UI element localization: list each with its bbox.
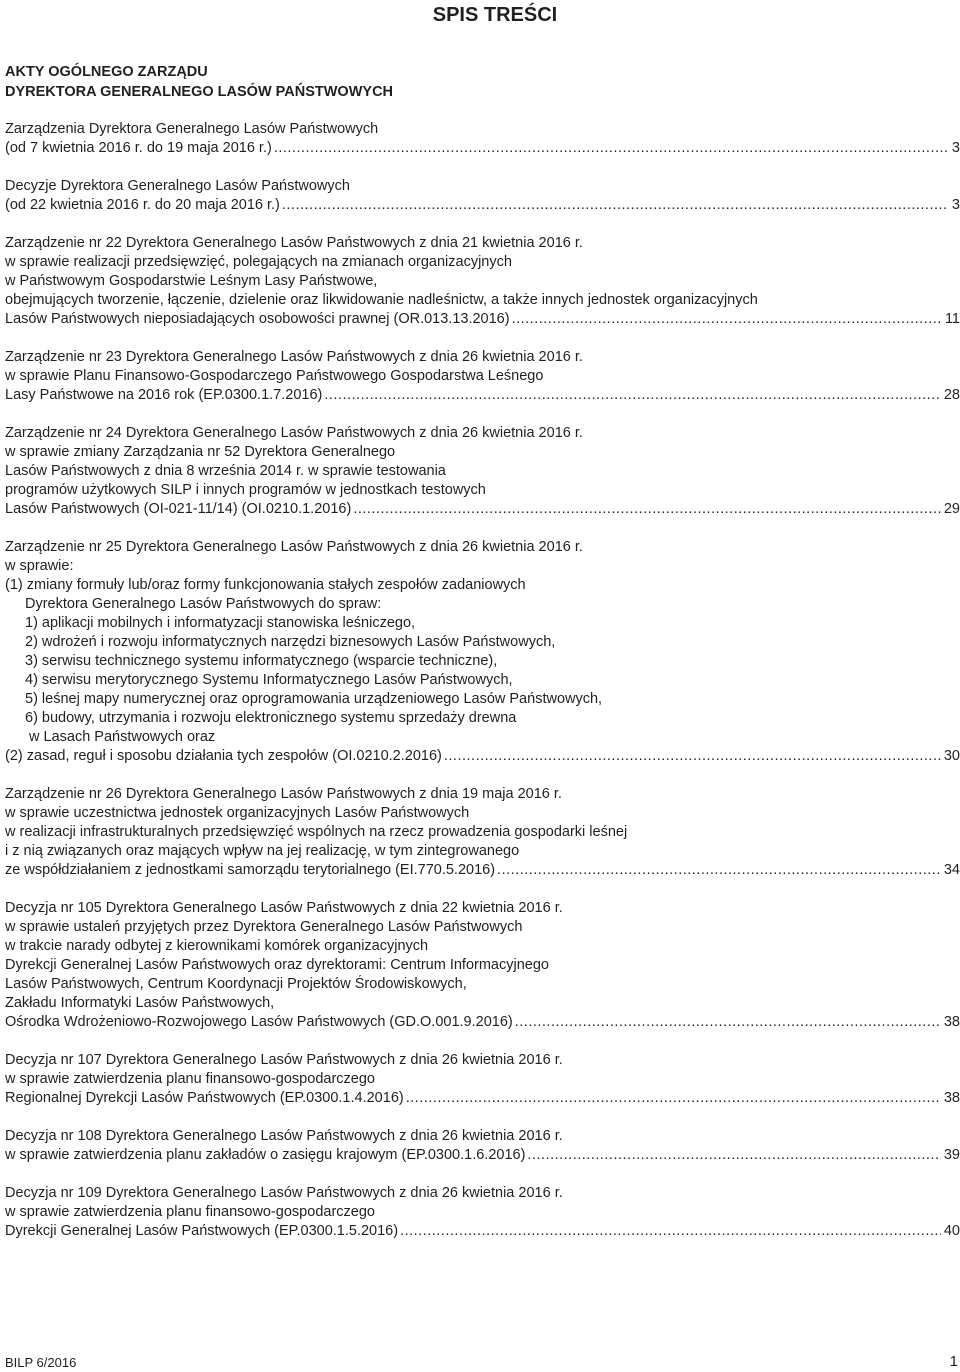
toc-entry-line: Zarządzenie nr 23 Dyrektora Generalnego Lasów Państwowych z dnia 26 kwietnia 2016 r.: [5, 349, 583, 365]
dot-leader: [495, 861, 941, 880]
toc-entry-line: Decyzja nr 109 Dyrektora Generalnego Lasów Państwowych z dnia 26 kwietnia 2016 r.: [5, 1185, 563, 1201]
toc-entry-line: 2) wdrożeń i rozwoju informatycznych narzędzi biznesowych Lasów Państwowych,: [25, 634, 556, 650]
toc-entry[interactable]: [5, 348, 960, 405]
toc-entry[interactable]: [5, 1184, 960, 1241]
toc-entry[interactable]: [5, 1127, 960, 1165]
toc-entry-line: ze współdziałaniem z jednostkami samorządu terytorialnego (EI.770.5.2016): [5, 862, 496, 878]
toc-entry-line: w sprawie zmiany Zarządzania nr 52 Dyrektora Generalnego: [5, 444, 396, 460]
toc-entry[interactable]: [5, 538, 960, 766]
toc-entry-line: obejmujących tworzenie, łączenie, dzielenie oraz likwidowanie nadleśnictw, a także innych jednostek organizacyjnych: [5, 292, 758, 308]
section-heading-line-2: DYREKTORA GENERALNEGO LASÓW PAŃSTWOWYCH: [5, 84, 394, 100]
toc-page-number[interactable]: 38: [943, 1090, 960, 1106]
toc-entry-line: w sprawie zatwierdzenia planu finansowo-gospodarczego: [5, 1071, 375, 1087]
toc-entry-last-line: [5, 386, 960, 405]
toc-entry-last-line: [5, 500, 960, 519]
toc-entry-line: Zarządzenie nr 25 Dyrektora Generalnego Lasów Państwowych z dnia 26 kwietnia 2016 r.: [5, 539, 583, 555]
toc-page-number[interactable]: 28: [943, 387, 960, 403]
toc-entry-line: Decyzja nr 107 Dyrektora Generalnego Lasów Państwowych z dnia 26 kwietnia 2016 r.: [5, 1052, 563, 1068]
dot-leader: [322, 386, 941, 405]
toc-entry-line: w trakcie narady odbytej z kierownikami komórek organizacyjnych: [5, 938, 429, 954]
table-of-contents: [5, 62, 960, 1260]
toc-entry-line: (1) zmiany formuły lub/oraz formy funkcjonowania stałych zespołów zadaniowych: [5, 577, 526, 593]
toc-entry[interactable]: [5, 177, 960, 215]
toc-entry-line: (2) zasad, reguł i sposobu działania tych zespołów (OI.0210.2.2016): [5, 748, 442, 764]
dot-leader: [525, 1146, 940, 1165]
toc-entry-line: w sprawie uczestnictwa jednostek organizacyjnych Lasów Państwowych: [5, 805, 470, 821]
dot-leader: [442, 747, 941, 766]
toc-entry-line: Lasów Państwowych nieposiadających osobowości prawnej (OR.013.13.2016): [5, 311, 510, 327]
toc-entry-line: Zakładu Informatyki Lasów Państwowych,: [5, 995, 275, 1011]
toc-entry[interactable]: [5, 785, 960, 880]
dot-leader: [513, 1013, 941, 1032]
toc-entry-line: w sprawie realizacji przedsięwzięć, polegających na zmianach organizacyjnych: [5, 254, 512, 270]
toc-entry-line: Lasów Państwowych (OI-021-11/14) (OI.0210.1.2016): [5, 501, 352, 517]
toc-entry[interactable]: [5, 424, 960, 519]
toc-entry-line: Dyrekcji Generalnej Lasów Państwowych (EP.0300.1.5.2016): [5, 1223, 399, 1239]
dot-leader: [510, 310, 942, 329]
toc-entry-line: programów użytkowych SILP i innych programów w jednostkach testowych: [5, 482, 486, 498]
toc-entry-line: Zarządzenie nr 26 Dyrektora Generalnego Lasów Państwowych z dnia 19 maja 2016 r.: [5, 786, 562, 802]
toc-entry-line: Zarządzenia Dyrektora Generalnego Lasów Państwowych: [5, 121, 379, 137]
toc-entry-line: Decyzje Dyrektora Generalnego Lasów Państwowych: [5, 178, 350, 194]
toc-entry-last-line: [5, 1089, 960, 1108]
toc-entry-line: Dyrekcji Generalnej Lasów Państwowych oraz dyrektorami: Centrum Informacyjnego: [5, 957, 549, 973]
toc-entry-line: Zarządzenie nr 24 Dyrektora Generalnego Lasów Państwowych z dnia 26 kwietnia 2016 r.: [5, 425, 583, 441]
toc-entry-line: 5) leśnej mapy numerycznej oraz oprogramowania urządzeniowego Lasów Państwowych,: [25, 691, 603, 707]
toc-page-number[interactable]: 11: [944, 311, 960, 327]
toc-entry-line: (od 22 kwietnia 2016 r. do 20 maja 2016 r.): [5, 197, 280, 213]
toc-entry-line: w sprawie:: [5, 558, 74, 574]
toc-entry-last-line: [5, 310, 960, 329]
toc-entry-line: Lasów Państwowych z dnia 8 września 2014 r. w sprawie testowania: [5, 463, 446, 479]
toc-entry-line: i z nią związanych oraz mających wpływ na jej realizację, w tym zintegrowanego: [5, 843, 520, 859]
toc-page-number[interactable]: 30: [943, 748, 960, 764]
toc-entry-last-line: [5, 1013, 960, 1032]
toc-entry[interactable]: [5, 120, 960, 158]
toc-entry-line: Decyzja nr 108 Dyrektora Generalnego Lasów Państwowych z dnia 26 kwietnia 2016 r.: [5, 1128, 563, 1144]
toc-page-number[interactable]: 34: [943, 862, 960, 878]
toc-entry-line: w sprawie zatwierdzenia planu finansowo-gospodarczego: [5, 1204, 375, 1220]
toc-entry[interactable]: [5, 1051, 960, 1108]
toc-entry-line: w Państwowym Gospodarstwie Leśnym Lasy Państwowe,: [5, 273, 378, 289]
toc-entry-line: (od 7 kwietnia 2016 r. do 19 maja 2016 r.): [5, 140, 272, 156]
toc-entry-line: Lasy Państwowe na 2016 rok (EP.0300.1.7.2016): [5, 387, 323, 403]
toc-entry-last-line: [5, 747, 960, 766]
toc-entry-line: 6) budowy, utrzymania i rozwoju elektronicznego systemu sprzedaży drewna: [25, 710, 517, 726]
toc-page-number[interactable]: 39: [943, 1147, 960, 1163]
dot-leader: [404, 1089, 941, 1108]
toc-page-number[interactable]: 40: [943, 1223, 960, 1239]
dot-leader: [351, 500, 941, 519]
toc-entry-last-line: [5, 1146, 960, 1165]
dot-leader: [272, 139, 949, 158]
toc-entry-last-line: [5, 139, 960, 158]
toc-entry[interactable]: [5, 234, 960, 329]
toc-entry-line: Dyrektora Generalnego Lasów Państwowych do spraw:: [25, 596, 382, 612]
footer-publication: BILP 6/2016: [5, 1355, 77, 1370]
toc-entry-line: w Lasach Państwowych oraz: [29, 729, 216, 745]
section-heading: [5, 62, 960, 102]
toc-entry-line: w sprawie zatwierdzenia planu zakładów o zasięgu krajowym (EP.0300.1.6.2016): [5, 1147, 526, 1163]
toc-entry[interactable]: [5, 899, 960, 1032]
toc-entry-line: Decyzja nr 105 Dyrektora Generalnego Lasów Państwowych z dnia 22 kwietnia 2016 r.: [5, 900, 563, 916]
toc-page-number[interactable]: 29: [943, 501, 960, 517]
toc-page-number[interactable]: 38: [943, 1014, 960, 1030]
toc-entry-line: w sprawie ustaleń przyjętych przez Dyrektora Generalnego Lasów Państwowych: [5, 919, 523, 935]
toc-entry-line: Regionalnej Dyrekcji Lasów Państwowych (EP.0300.1.4.2016): [5, 1090, 404, 1106]
toc-entry-last-line: [5, 196, 960, 215]
toc-entry-line: Ośrodka Wdrożeniowo-Rozwojowego Lasów Państwowych (GD.O.001.9.2016): [5, 1014, 513, 1030]
toc-entry-line: 3) serwisu technicznego systemu informatycznego (wsparcie techniczne),: [25, 653, 498, 669]
toc-entry-last-line: [5, 861, 960, 880]
toc-entries: [5, 120, 960, 1241]
toc-entry-line: w realizacji infrastrukturalnych przedsięwzięć wspólnych na rzecz prowadzenia gospodarki leśnej: [5, 824, 628, 840]
toc-entry-line: Zarządzenie nr 22 Dyrektora Generalnego Lasów Państwowych z dnia 21 kwietnia 2016 r.: [5, 235, 583, 251]
dot-leader: [280, 196, 949, 215]
toc-entry-line: w sprawie Planu Finansowo-Gospodarczego Państwowego Gospodarstwa Leśnego: [5, 368, 544, 384]
toc-page-number[interactable]: 3: [951, 197, 960, 213]
toc-page-number[interactable]: 3: [951, 140, 960, 156]
section-heading-line-1: AKTY OGÓLNEGO ZARZĄDU: [5, 64, 208, 80]
page-title: SPIS TREŚCI: [432, 4, 558, 26]
toc-entry-line: 1) aplikacji mobilnych i informatyzacji stanowiska leśniczego,: [25, 615, 416, 631]
toc-entry-line: 4) serwisu merytorycznego Systemu Informatycznego Lasów Państwowych,: [25, 672, 513, 688]
dot-leader: [398, 1222, 941, 1241]
footer-page-number: 1: [949, 1353, 958, 1370]
toc-entry-line: Lasów Państwowych, Centrum Koordynacji Projektów Środowiskowych,: [5, 976, 467, 992]
toc-entry-last-line: [5, 1222, 960, 1241]
